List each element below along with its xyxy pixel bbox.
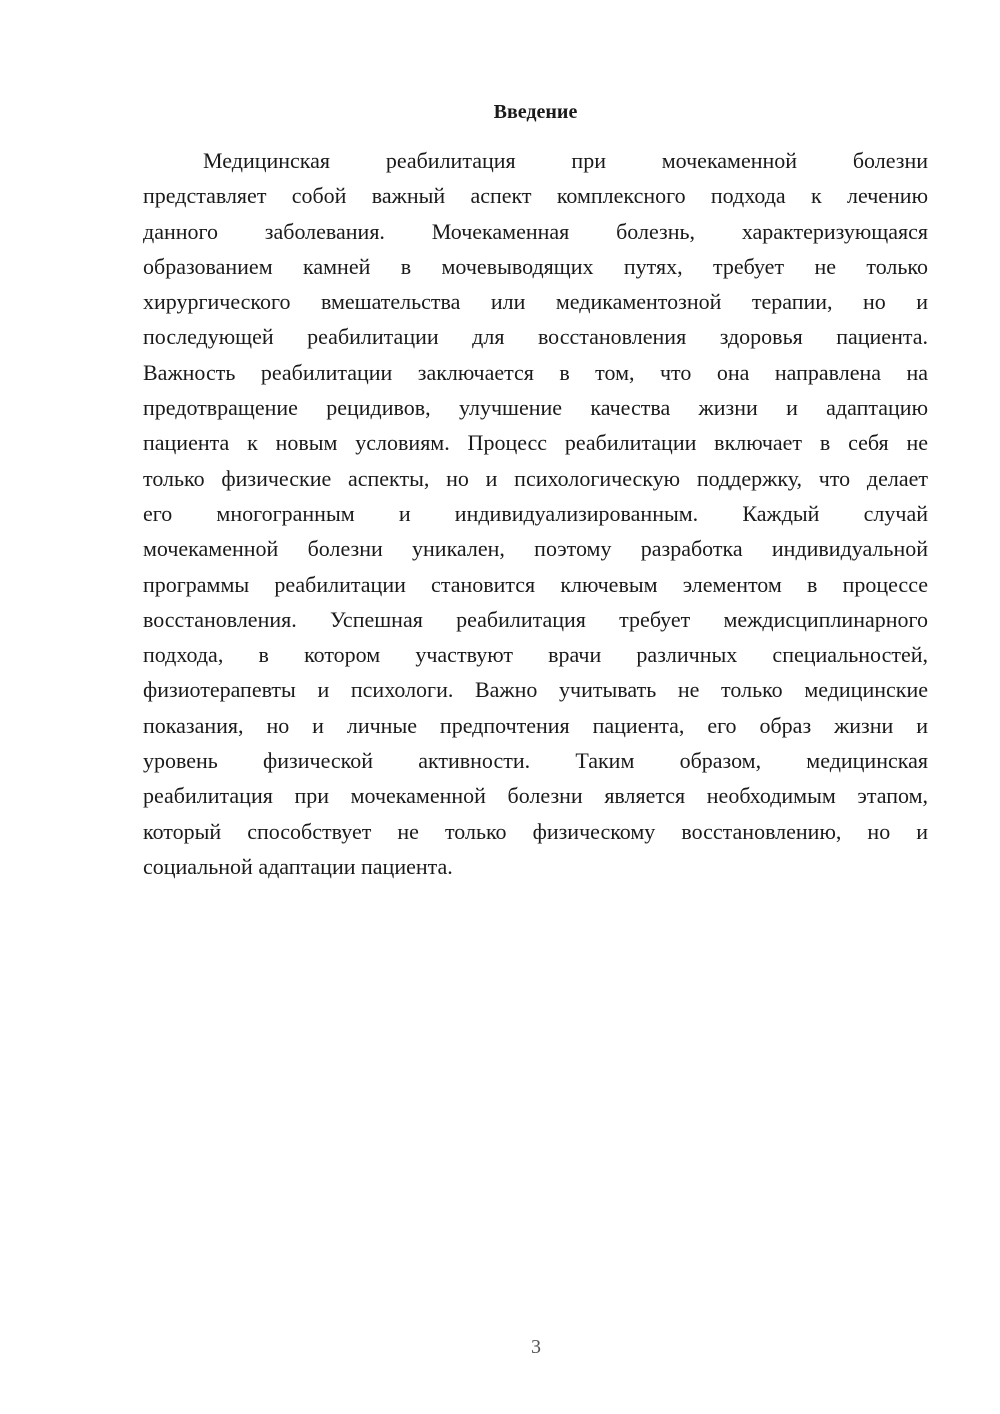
body-paragraph (143, 143, 928, 884)
paragraph-line: показания, но и личные предпочтения пациента, его образ жизни и (143, 712, 928, 738)
paragraph-line: хирургического вмешательства или медикаментозной терапии, но и (143, 289, 928, 315)
paragraph-line: последующей реабилитации для восстановления здоровья пациента. (143, 324, 928, 350)
section-heading: Введение (493, 101, 578, 123)
paragraph-line: предотвращение рецидивов, улучшение качества жизни и адаптацию (143, 395, 928, 421)
page-number: 3 (531, 1336, 541, 1358)
paragraph-line: социальной адаптации пациента. (143, 853, 453, 879)
paragraph-line: реабилитация при мочекаменной болезни является необходимым этапом, (143, 783, 928, 809)
paragraph-line: пациента к новым условиям. Процесс реабилитации включает в себя не (143, 430, 928, 456)
paragraph-line: программы реабилитации становится ключевым элементом в процессе (143, 571, 928, 597)
paragraph-line: Важность реабилитации заключается в том, что она направлена на (143, 359, 928, 385)
paragraph-line: данного заболевания. Мочекаменная болезнь, характеризующаяся (143, 218, 928, 244)
paragraph-line: только физические аспекты, но и психологическую поддержку, что делает (143, 465, 928, 491)
paragraph-line: восстановления. Успешная реабилитация требует междисциплинарного (143, 606, 928, 632)
paragraph-line: образованием камней в мочевыводящих путях, требует не только (143, 253, 928, 279)
paragraph-line: подхода, в котором участвуют врачи различных специальностей, (143, 642, 928, 668)
paragraph-line: представляет собой важный аспект комплексного подхода к лечению (143, 183, 928, 209)
paragraph-line: который способствует не только физическому восстановлению, но и (143, 818, 928, 844)
paragraph-line: физиотерапевты и психологи. Важно учитывать не только медицинские (143, 677, 928, 703)
paragraph-line: его многогранным и индивидуализированным. Каждый случай (143, 500, 928, 526)
paragraph-line: Медицинская реабилитация при мочекаменной болезни (203, 148, 928, 173)
paragraph-line: мочекаменной болезни уникален, поэтому разработка индивидуальной (143, 536, 928, 562)
paragraph-line: уровень физической активности. Таким образом, медицинская (143, 748, 928, 774)
